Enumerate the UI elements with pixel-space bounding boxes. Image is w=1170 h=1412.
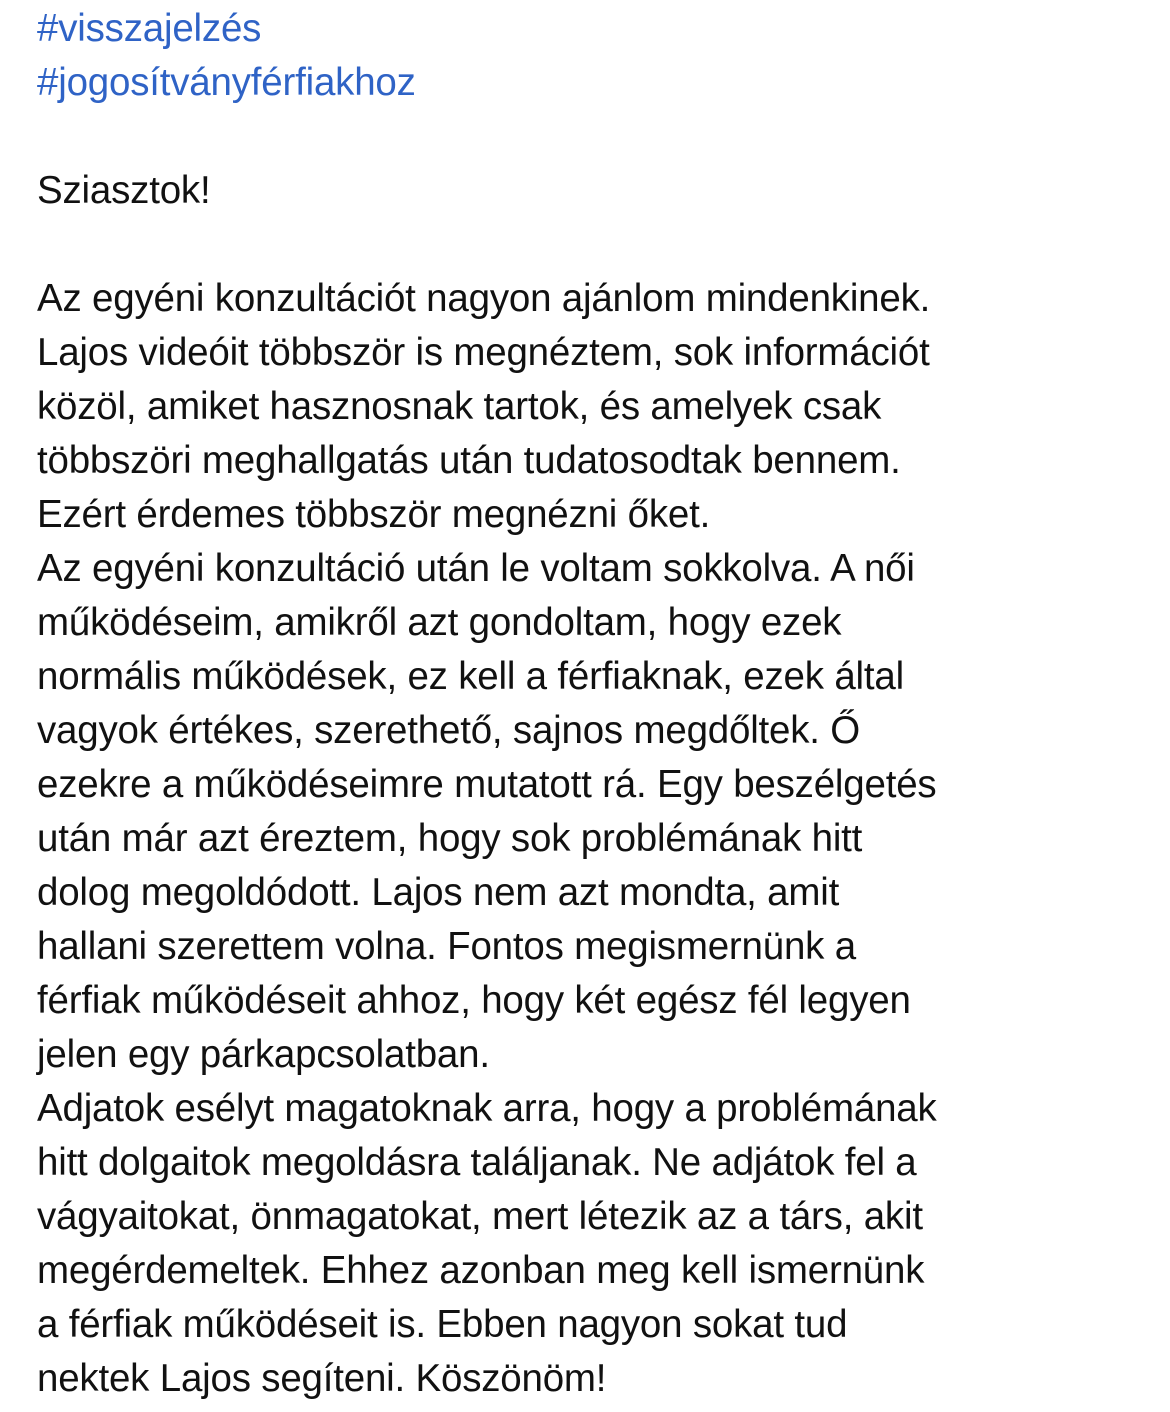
post-text-line: működéseim, amikről azt gondoltam, hogy ezek <box>37 601 842 644</box>
post-text-line: többszöri meghallgatás után tudatosodtak bennem. <box>37 439 901 482</box>
post-text-line: a férfiak működéseit is. Ebben nagyon sokat tud <box>37 1303 848 1346</box>
post-text-line: dolog megoldódott. Lajos nem azt mondta, amit <box>37 871 840 914</box>
post-text-line: után már azt éreztem, hogy sok problémának hitt <box>37 817 863 860</box>
post-text-line: férfiak működéseit ahhoz, hogy két egész fél legyen <box>37 979 911 1022</box>
post-text-line: jelen egy párkapcsolatban. <box>37 1033 490 1076</box>
post-text-line: hallani szerettem volna. Fontos megismernünk a <box>37 925 856 968</box>
post-text-line: Az egyéni konzultációt nagyon ajánlom mindenkinek. <box>37 277 931 320</box>
post-text-line: Lajos videóit többször is megnéztem, sok információt <box>37 331 930 374</box>
post-text-line: Az egyéni konzultáció után le voltam sokkolva. A női <box>37 547 915 590</box>
post-text-line: Adjatok esélyt magatoknak arra, hogy a problémának <box>37 1087 937 1130</box>
hashtag-link[interactable]: #visszajelzés <box>37 7 262 50</box>
post-text-line: hitt dolgaitok megoldásra találjanak. Ne adjátok fel a <box>37 1141 917 1184</box>
blank-line <box>37 218 1162 272</box>
blank-line <box>37 110 1162 164</box>
post-text-line: Ezért érdemes többször megnézni őket. <box>37 493 711 536</box>
post-text-line: ezekre a működéseimre mutatott rá. Egy beszélgetés <box>37 763 937 806</box>
post-text-line: vágyaitokat, önmagatokat, mert létezik az a társ, akit <box>37 1195 923 1238</box>
greeting-text: Sziasztok! <box>37 169 211 212</box>
post-paragraphs <box>37 272 1162 1406</box>
hashtag-link[interactable]: #jogosítványférfiakhoz <box>37 61 416 104</box>
post-text-line: megérdemeltek. Ehhez azonban meg kell ismernünk <box>37 1249 925 1292</box>
post-body <box>37 2 1162 1406</box>
post-text-line: közöl, amiket hasznosnak tartok, és amelyek csak <box>37 385 882 428</box>
post-text-line: normális működések, ez kell a férfiaknak, ezek által <box>37 655 904 698</box>
post-text-line: vagyok értékes, szerethető, sajnos megdőltek. Ő <box>37 709 861 752</box>
post-text-line: nektek Lajos segíteni. Köszönöm! <box>37 1357 607 1400</box>
